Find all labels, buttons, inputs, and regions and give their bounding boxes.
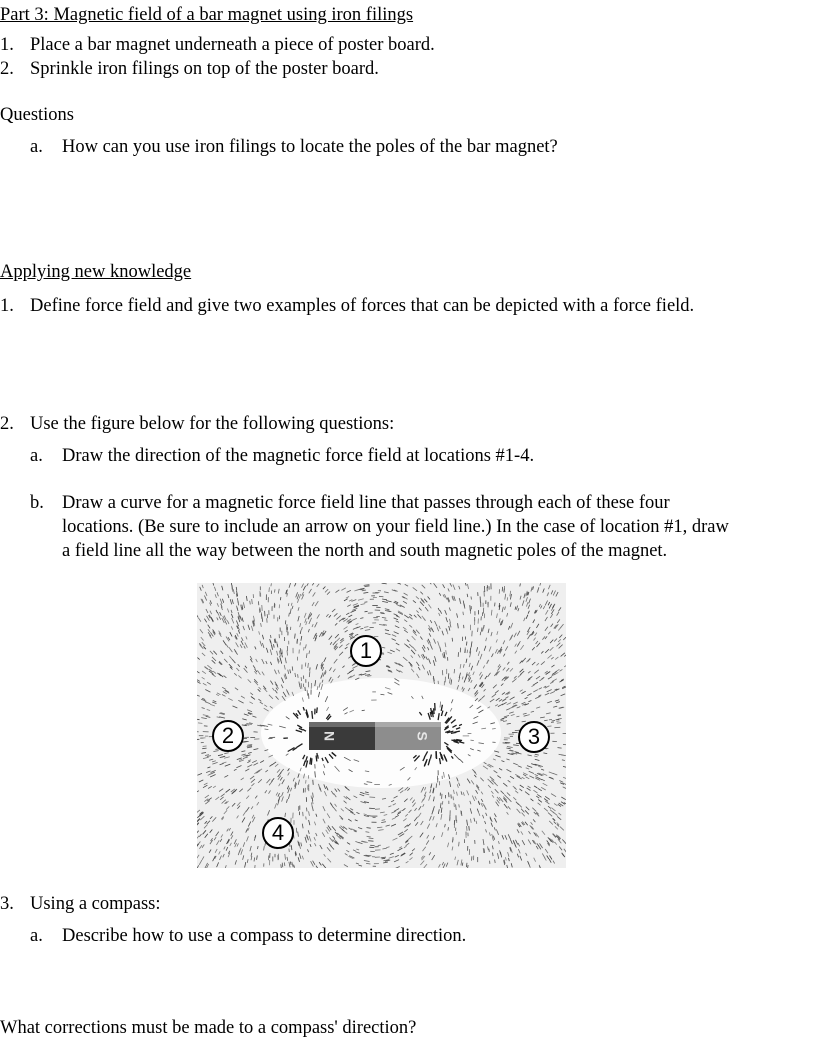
iron-filing: [557, 723, 561, 724]
location-marker-1: [351, 636, 381, 666]
iron-filing: [504, 588, 505, 592]
question-2b: [30, 492, 670, 514]
iron-filing: [454, 669, 455, 673]
iron-filing: [311, 758, 312, 765]
iron-filing: [198, 723, 202, 724]
iron-filing: [304, 647, 305, 650]
marker-label: 1: [359, 637, 373, 663]
iron-filing: [318, 755, 319, 759]
question-letter: a.: [30, 137, 43, 157]
step-text: Place a bar magnet underneath a piece of poster board.: [30, 35, 435, 55]
iron-filing: [271, 635, 272, 638]
applying-heading: Applying new knowledge: [0, 262, 192, 282]
iron-filing: [451, 732, 457, 733]
step-text: Sprinkle iron filings on top of the poster board.: [30, 59, 379, 79]
location-marker-2: [213, 721, 243, 751]
step-2: [0, 58, 379, 80]
iron-filing: [484, 849, 485, 853]
iron-filing: [287, 650, 288, 655]
iron-filing: [459, 804, 460, 807]
question-1: [0, 295, 694, 317]
question-text: How can you use iron filings to locate the poles of the bar magnet?: [62, 137, 558, 157]
question-letter: b.: [30, 493, 44, 513]
marker-label: 3: [527, 723, 541, 749]
iron-filing: [552, 721, 555, 722]
question-text-line: Draw a curve for a magnetic force field line that passes through each of these four: [62, 493, 670, 513]
step-number: 1.: [0, 35, 14, 55]
iron-filing: [316, 756, 317, 762]
iron-filing: [463, 612, 464, 615]
question-letter: a.: [30, 926, 43, 946]
magnet-highlight: [309, 722, 441, 727]
iron-filing: [492, 729, 496, 730]
question-2a: [30, 445, 534, 467]
magnet-south-label: S: [414, 731, 431, 741]
figure-drawing: [197, 583, 566, 868]
iron-filing: [484, 625, 485, 628]
iron-filing: [275, 589, 276, 592]
iron-filing: [434, 708, 435, 714]
question-text-line: a field line all the way between the north and south magnetic poles of the magnet.: [62, 541, 668, 561]
iron-filing: [271, 583, 272, 586]
iron-filing: [364, 602, 367, 603]
question-3: [0, 893, 161, 915]
question-number: 2.: [0, 414, 14, 434]
iron-filing: [365, 611, 368, 612]
iron-filing: [249, 745, 253, 746]
part3-heading: Part 3: Magnetic field of a bar magnet using iron filings: [0, 5, 414, 25]
iron-filing: [558, 748, 562, 749]
location-marker-3: [519, 722, 549, 752]
questions-heading: Questions: [0, 105, 74, 125]
final-question: What corrections must be made to a compass' direction?: [0, 1018, 417, 1038]
iron-filing: [505, 742, 510, 743]
iron-filing: [306, 817, 307, 820]
question-text: Define force field and give two examples of forces that can be depicted with a force field.: [30, 296, 695, 316]
iron-filing: [467, 650, 468, 653]
iron-filing: [269, 587, 270, 592]
iron-filing: [489, 849, 490, 852]
iron-filing: [478, 628, 479, 632]
magnet-iron-filings-figure: [197, 583, 566, 868]
iron-filing: [317, 707, 318, 713]
iron-filing: [369, 838, 374, 839]
marker-label: 2: [221, 722, 235, 748]
iron-filing: [307, 690, 308, 696]
iron-filing: [379, 596, 383, 597]
iron-filing: [380, 613, 384, 614]
iron-filing: [297, 639, 298, 643]
iron-filing: [483, 628, 484, 631]
question-a: [30, 136, 558, 158]
question-number: 1.: [0, 296, 14, 316]
question-text: Describe how to use a compass to determine direction.: [62, 926, 467, 946]
iron-filing: [469, 826, 470, 831]
question-text: Using a compass:: [30, 894, 161, 914]
iron-filing: [459, 842, 460, 847]
magnet-north-label: N: [321, 730, 338, 742]
iron-filing: [298, 674, 299, 678]
iron-filing: [368, 841, 373, 842]
marker-label: 4: [271, 819, 285, 845]
location-marker-4: [263, 818, 293, 848]
bar-magnet: [309, 722, 441, 750]
question-letter: a.: [30, 446, 43, 466]
iron-filing: [312, 711, 313, 719]
question-number: 3.: [0, 894, 14, 914]
question-text: Use the figure below for the following questions:: [30, 414, 395, 434]
step-number: 2.: [0, 59, 14, 79]
step-1: [0, 34, 435, 56]
iron-filing: [436, 783, 437, 787]
iron-filing: [549, 719, 552, 720]
question-2: [0, 413, 394, 435]
question-3a: [30, 925, 466, 947]
iron-filing: [280, 597, 281, 600]
question-text-line: locations. (Be sure to include an arrow on your field line.) In the case of location #1, draw: [62, 517, 729, 537]
iron-filing: [452, 638, 453, 642]
question-text: Draw the direction of the magnetic force field at locations #1-4.: [62, 446, 535, 466]
iron-filing: [307, 808, 308, 812]
